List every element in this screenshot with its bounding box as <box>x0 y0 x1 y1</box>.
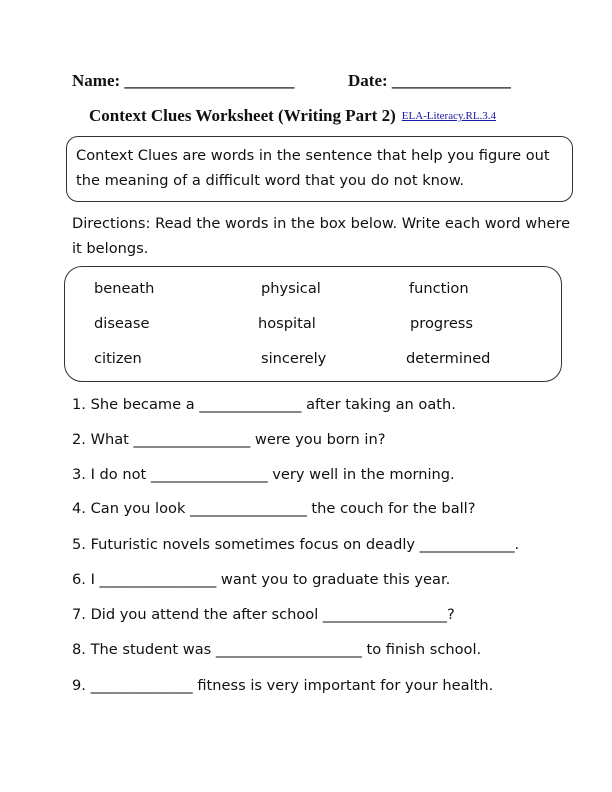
date-field[interactable]: ______________ <box>391 71 511 90</box>
word-bank-item: progress <box>410 315 473 332</box>
word-bank-item: sincerely <box>261 350 327 367</box>
word-bank-item: hospital <box>258 315 316 332</box>
date-line <box>348 71 511 91</box>
directions-text: Directions: Read the words in the box below. Write each word where it belongs. <box>72 215 571 257</box>
question-2[interactable]: 2. What ________________ were you born in? <box>72 431 386 448</box>
word-bank-item: function <box>409 280 469 297</box>
word-bank-item: determined <box>406 350 491 367</box>
word-bank-item: physical <box>261 280 321 297</box>
standard-link[interactable]: ELA-Literacy.RL.3.4 <box>401 110 497 122</box>
question-1[interactable]: 1. She became a ______________ after taking an oath. <box>72 396 456 413</box>
name-label: Name: <box>72 71 121 90</box>
word-bank-item: disease <box>94 315 150 332</box>
name-line <box>72 71 294 91</box>
name-field[interactable]: ____________________ <box>124 71 295 90</box>
question-5[interactable]: 5. Futuristic novels sometimes focus on deadly _____________. <box>72 536 520 553</box>
question-8[interactable]: 8. The student was ____________________ to finish school. <box>72 641 482 658</box>
question-7[interactable]: 7. Did you attend the after school _________________? <box>72 606 455 623</box>
question-4[interactable]: 4. Can you look ________________ the couch for the ball? <box>72 500 476 517</box>
question-9[interactable]: 9. ______________ fitness is very important for your health. <box>72 677 494 694</box>
question-6[interactable]: 6. I ________________ want you to graduate this year. <box>72 571 451 588</box>
word-bank-item: beneath <box>94 280 155 297</box>
word-bank-item: citizen <box>94 350 142 367</box>
date-label: Date: <box>348 71 388 90</box>
worksheet-title <box>89 106 496 126</box>
question-3[interactable]: 3. I do not ________________ very well in the morning. <box>72 466 455 483</box>
title-text: Context Clues Worksheet (Writing Part 2) <box>89 106 396 125</box>
intro-text: Context Clues are words in the sentence that help you figure out the meaning of a difficult word that you do not know. <box>76 147 550 189</box>
